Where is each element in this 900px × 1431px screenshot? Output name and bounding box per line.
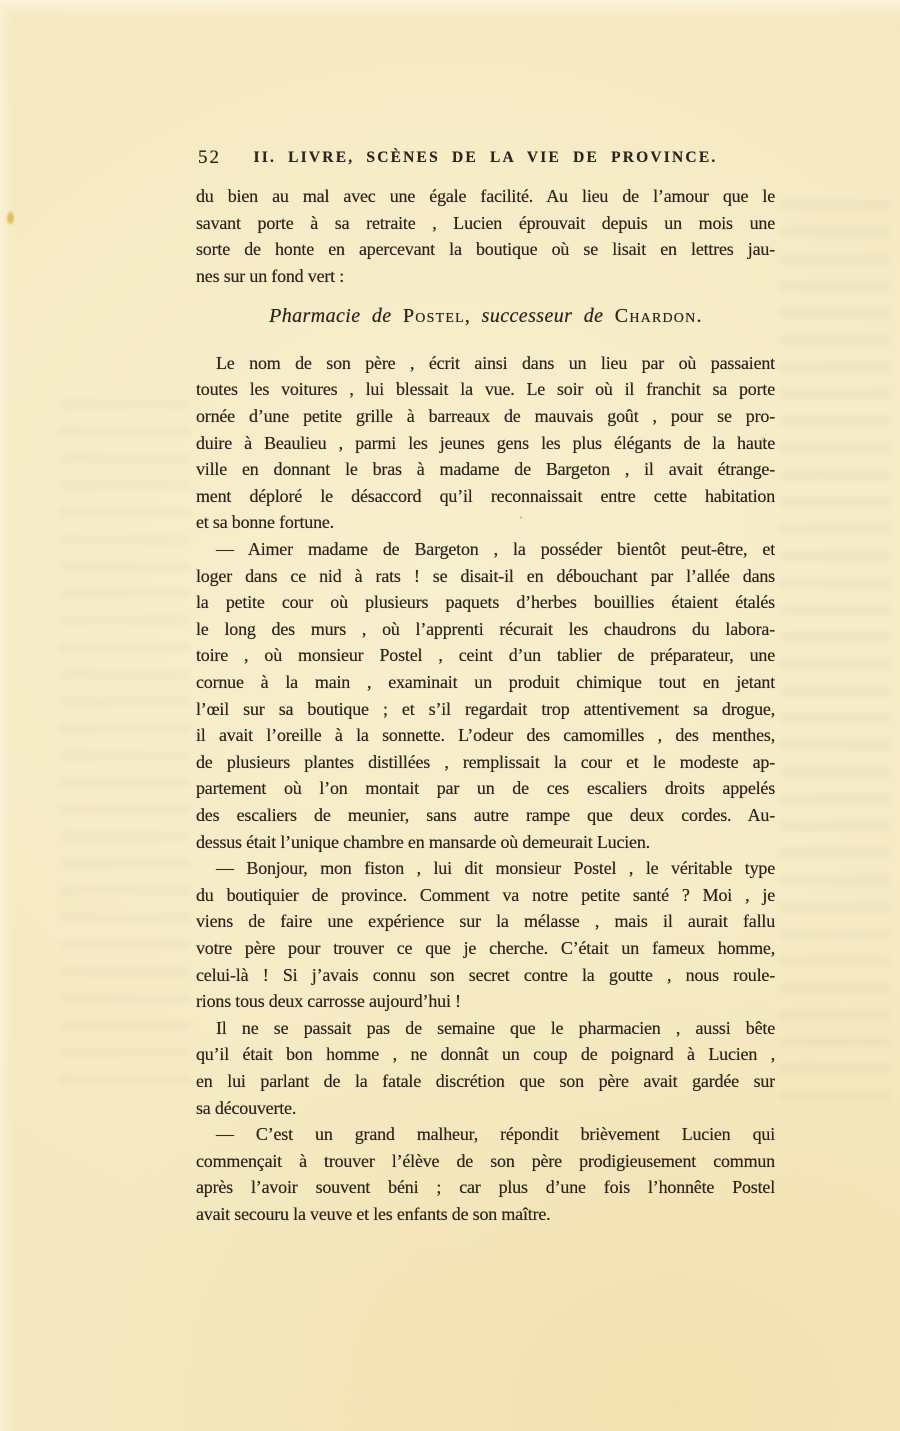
text-line: — C’est un grand malheur, répondit brièvement Lucien qui (216, 1124, 775, 1145)
pharmacy-sign-segment: . (696, 305, 702, 328)
paragraph (196, 183, 775, 289)
paragraph (196, 350, 775, 536)
paragraph (196, 536, 775, 855)
text-line: viens de faire une expérience sur la mélasse , mais il aurait fallu (196, 911, 775, 932)
text-line: duire à Beaulieu , parmi les jeunes gens les plus élégants de la haute (196, 432, 775, 453)
text-line: sa découverte. (196, 1097, 297, 1118)
text-line: ment déploré le désaccord qu’il reconnaissait entre cette habitation (196, 485, 775, 506)
paper-speck (7, 212, 14, 224)
text-line: il avait l’oreille à la sonnette. L’odeur des camomilles , des menthes, (196, 725, 775, 746)
text-line: ornée d’une petite grille à barreaux de mauvais goût , pour se pro- (196, 406, 775, 427)
text-line: avait secouru la veuve et les enfants de son maître. (196, 1203, 551, 1224)
text-line: l’œil sur sa boutique ; et s’il regardait trop attentivement sa drogue, (196, 698, 775, 719)
pharmacy-sign-segment: , (464, 305, 482, 328)
pharmacy-sign-segment: Chardon (614, 305, 697, 328)
paragraph (196, 855, 775, 1015)
text-line: le long des murs , où l’apprenti récurait les chaudrons du labora- (196, 618, 775, 639)
text-line: et sa bonne fortune. (196, 512, 334, 533)
text-line: — Aimer madame de Bargeton , la posséder bientôt peut-être, et (216, 539, 775, 560)
text-line: du bien au mal avec une égale facilité. Au lieu de l’amour que le (196, 186, 775, 206)
text-line: nes sur un fond vert : (196, 265, 345, 286)
text-line: savant porte à sa retraite , Lucien éprouvait depuis un mois une (196, 212, 775, 233)
text-line: celui-là ! Si j’avais connu son secret contre la goutte , nous roule- (196, 964, 775, 985)
pharmacy-sign-segment: successeur de (481, 305, 615, 328)
pharmacy-sign-line (196, 303, 775, 330)
paragraph (196, 1121, 775, 1227)
text-line: en lui parlant de la fatale discrétion que son père avait gardée sur (196, 1070, 775, 1091)
page-bleedthrough-left (60, 400, 190, 1100)
text-line: partement où l’on montait par un de ces escaliers droits appelés (196, 778, 775, 799)
page-bleedthrough-right (780, 200, 890, 1100)
paragraph (196, 1015, 775, 1121)
text-line: des escaliers de meunier, sans autre rampe que deux cordes. Au- (196, 804, 775, 825)
text-line: votre père pour trouver ce que je cherche. C’était un fameux homme, (196, 937, 775, 958)
text-line: rions tous deux carrosse aujourd’hui ! (196, 991, 461, 1012)
text-line: de plusieurs plantes distillées , remplissait la cour et le modeste ap- (196, 751, 775, 772)
text-line: Il ne se passait pas de semaine que le pharmacien , aussi bête (216, 1017, 775, 1038)
page-text (196, 183, 775, 1227)
page-header (196, 147, 775, 171)
pharmacy-sign-segment: Postel (402, 305, 465, 328)
running-header: II. LIVRE, SCÈNES DE LA VIE DE PROVINCE. (253, 149, 718, 166)
text-line: cornue à la main , examinait un produit chimique tout en jetant (196, 672, 775, 692)
text-line: qu’il était bon homme , ne donnât un coup de poignard à Lucien , (196, 1044, 775, 1065)
text-line: loger dans ce nid à rats ! se disait-il en débouchant par l’allée dans (196, 565, 775, 586)
text-line: la petite cour où plusieurs paquets d’herbes bouillies étaient étalés (196, 592, 775, 613)
text-line: ville en donnant le bras à madame de Bargeton , il avait étrange- (196, 459, 775, 480)
text-line: dessus était l’unique chambre en mansarde où demeurait Lucien. (196, 831, 650, 852)
pharmacy-sign-segment: Pharmacie de (269, 305, 403, 328)
text-line: après l’avoir souvent béni ; car plus d’une fois l’honnête Postel (196, 1177, 775, 1198)
text-line: Le nom de son père , écrit ainsi dans un lieu par où passaient (216, 352, 775, 373)
text-line: toire , où monsieur Postel , ceint d’un tablier de préparateur, une (196, 645, 775, 666)
text-line: — Bonjour, mon fiston , lui dit monsieur Postel , le véritable type (216, 858, 775, 879)
text-line: toutes les voitures , lui blessait la vue. Le soir où il franchit sa porte (196, 379, 775, 400)
text-line: commençait à trouver l’élève de son père prodigieusement commun (196, 1150, 775, 1171)
text-line: sorte de honte en apercevant la boutique où se lisait en lettres jau- (196, 239, 775, 260)
page-number: 52 (198, 147, 221, 168)
text-line: du boutiquier de province. Comment va notre petite santé ? Moi , je (196, 884, 775, 905)
